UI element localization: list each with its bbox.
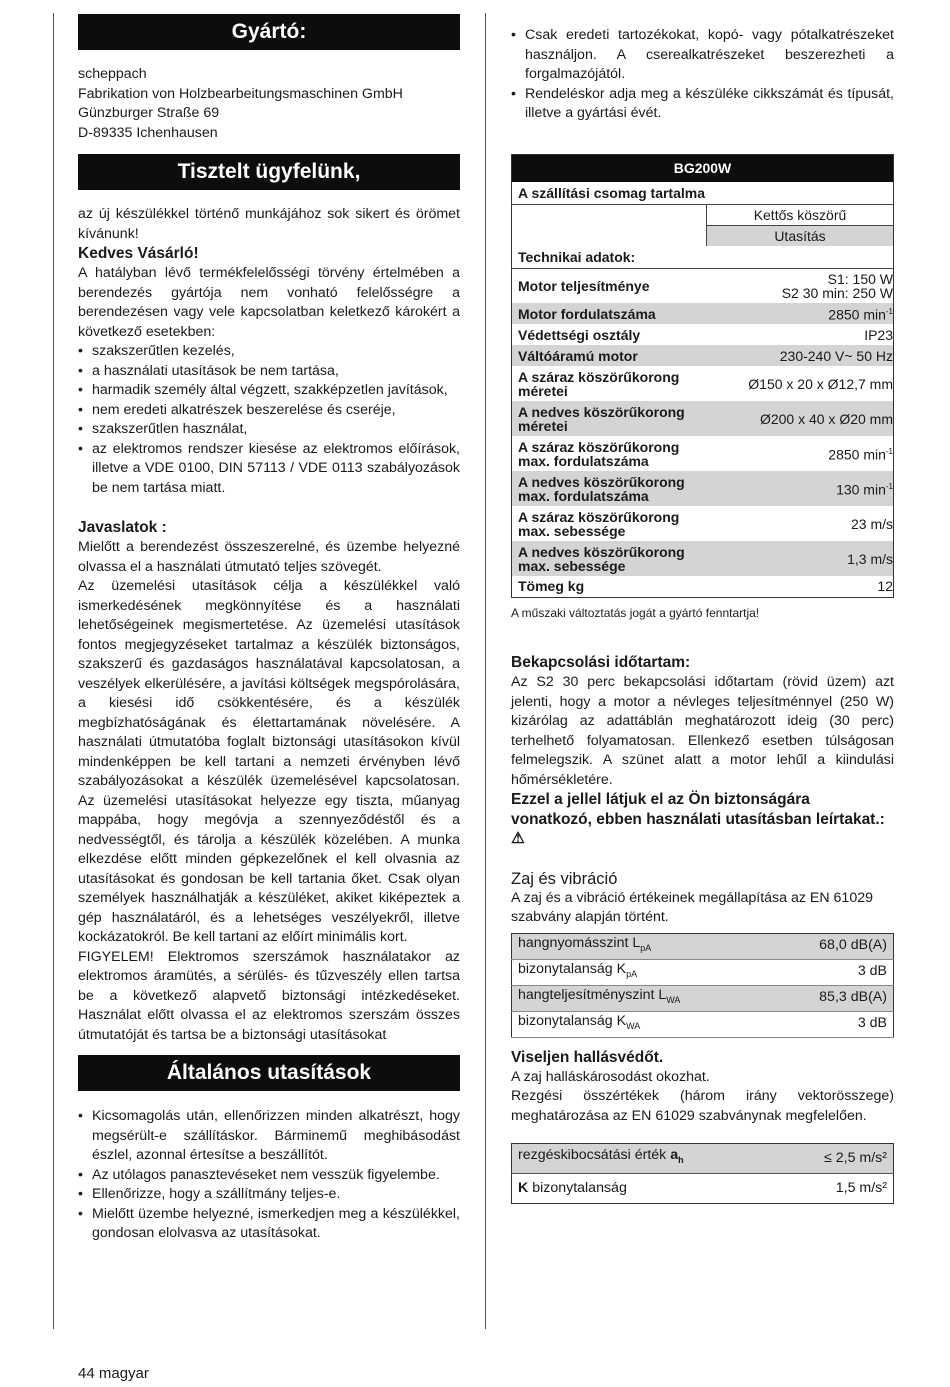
spec-value: [707, 471, 894, 506]
vibration-symbol-subscript: h: [678, 1155, 684, 1166]
hearing-title: Viseljen hallásvédőt.: [511, 1048, 664, 1066]
vibration-label: [512, 1174, 780, 1204]
spec-value-text: 2850 min: [828, 306, 886, 323]
spec-value-text: 1,3 m/s: [847, 550, 893, 567]
noise-row: [512, 933, 894, 959]
spec-note: A műszaki változtatás jogát a gyártó fenntartja!: [511, 605, 760, 620]
list-item: • harmadik személy által végzett, szakképzetlen javítások,: [78, 381, 460, 401]
list-item: • szakszerűtlen használat,: [78, 420, 460, 440]
spec-label: A nedves köszörűkorong méretei: [512, 401, 707, 436]
noise-label-text: bizonytalanság K: [518, 960, 627, 977]
vibration-row: [512, 1144, 894, 1174]
spec-label: Motor teljesítménye: [518, 277, 650, 294]
noise-label: [512, 933, 774, 959]
hearing-text-2: Rezgési összértékek (három irány vektorösszege) meghatározása az EN 61029 szabványnak megfelelően.: [511, 1088, 894, 1124]
page-footer: 44 magyar: [78, 1365, 149, 1382]
noise-row: [512, 985, 894, 1011]
vibration-table: [511, 1143, 894, 1204]
duty-text: Az S2 30 perc bekapcsolási időtartam (rövid üzem) azt jelenti, hogy a motor a névleges teljesítménnyel (250 W) kizárólag az adattáblán meghatározott ideig (30 perc) terhelhető folyamatosan. Ellenkező esetben túlságosan felmelegszik. A szünet alatt a motor lehűl a kiindulási hőmérsékletére.: [511, 674, 894, 788]
vibration-label: [512, 1144, 780, 1174]
list-item: • Rendeléskor adja meg a készüléke cikkszámát és típusát, illetve a gyártási évét.: [511, 85, 894, 124]
spec-label: A száraz köszörűkorong max. sebessége: [518, 508, 680, 539]
spec-value-unit-exponent: -1: [885, 482, 893, 492]
spec-table: [511, 154, 894, 598]
list-item: • Ellenőrizze, hogy a szállítmány teljes-e.: [78, 1185, 460, 1205]
spec-value-text: IP23: [864, 326, 893, 343]
list-item: • Mielőtt üzembe helyezné, ismerkedjen meg a készülékkel, gondosan elolvasva az utasításokat.: [78, 1205, 460, 1244]
spec-value-text: S1: 150 W: [827, 270, 893, 287]
manufacturer-line: Günzburger Straße 69: [78, 105, 220, 121]
general-list: [78, 1107, 460, 1244]
spec-value: [707, 506, 894, 541]
left-margin-rule: [53, 13, 54, 1329]
general-list-continued: [511, 26, 894, 124]
greeting-intro: az új készülékkel történő munkájához sok sikert és örömet kívánunk!: [78, 206, 460, 242]
general-title: Általános utasítások: [78, 1055, 460, 1091]
spec-value-text: Ø150 x 20 x Ø12,7 mm: [748, 375, 893, 392]
recommendations-title: Javaslatok :: [78, 519, 167, 536]
left-column: [78, 14, 460, 1244]
spec-label: A száraz köszörűkorong méretei: [518, 368, 680, 399]
spec-value-unit-exponent: -1: [885, 447, 893, 457]
duty-warning: Ezzel a jellel látjuk el az Ön biztonságára vonatkozó, ebben használati utasításban leírtakat.: ⚠: [511, 791, 885, 847]
list-item: • nem eredeti alkatrészek beszerelése és cseréje,: [78, 401, 460, 421]
list-item: • Csak eredeti tartozékokat, kopó- vagy pótalkatrészeket használjon. A cserealkatrészeket beszerezheti a forgalmazójától.: [511, 26, 894, 85]
spec-value-text: S2 30 min: 250 W: [781, 284, 893, 301]
manufacturer-line: Fabrikation von Holzbearbeitungsmaschinen GmbH: [78, 85, 403, 102]
recommendations-p2: Az üzemelési utasítások célja a készülékkel való ismerkedésének megkönnyítése és a használati lehetőségeinek megismertetése. Az üzemelési utasítások fontos megjegyzéseket tartalmaz a készülék biztonságos, szakszerű és gazdaságos használatával kapcsolatosan, a veszélyek elkerülésére, a javítási költségek megspórolására, a kiesési idő csökkentésére, és a készülék megbízhatóságának és élettartamának növelésére. A használati útmutatóba foglalt biztonsági utasításokon kívül mindenképpen be kell tartani a nemzeti érvényben lévő szabályozásokat a készülék üzemelésével kapcsolatosan. Az üzemelési utasításokat helyezze egy tiszta, műanyag mappába, hogy megóvja a szennyeződéstől és a nedvességtől, és tárolja a készülék közelében. A munka elkezdése előtt minden gépkezelőnek el kell olvasnia az utasításokat és gondosan be kell tartania őket. Csak olyan személyek használhatják a készüléket, akiket kiképeztek a gép használatáról, és a lehetséges veszélyekről, illetve kockázatokról. Be kell tartani az előírt minimális kort.: [78, 578, 460, 945]
center-rule: [485, 13, 486, 1329]
noise-label: [512, 1011, 774, 1037]
vibration-row: [512, 1174, 894, 1204]
spec-value: [707, 268, 894, 303]
spec-value: [707, 324, 894, 345]
greeting-title: Tisztelt ügyfelünk,: [78, 154, 460, 190]
spec-row: [512, 401, 894, 436]
noise-value: 3 dB: [773, 959, 893, 985]
manufacturer-line: scheppach: [78, 66, 147, 82]
noise-row: [512, 959, 894, 985]
noise-label-subscript: WA: [626, 1020, 641, 1031]
noise-value: 85,3 dB(A): [773, 985, 893, 1011]
list-item: • Kicsomagolás után, ellenőrizzen minden alkatrészt, hogy megsérült-e szállításkor. Bárminemű meghibásodást észlel, azonnal értesítse a beszállítót.: [78, 1107, 460, 1166]
spec-row: [512, 366, 894, 401]
greeting-subtitle: Kedves Vásárló!: [78, 245, 199, 262]
spec-value: [707, 366, 894, 401]
vibration-symbol: K: [518, 1179, 529, 1196]
list-item: • a használati utasítások be nem tartása,: [78, 362, 460, 382]
noise-title: Zaj és vibráció: [511, 869, 618, 888]
spec-row: [512, 268, 894, 303]
spec-label: Védettségi osztály: [518, 326, 641, 343]
manufacturer-title: Gyártó:: [78, 14, 460, 50]
hearing-text: A zaj halláskárosodást okozhat.: [511, 1068, 710, 1085]
spec-row: [512, 471, 894, 506]
spec-row: [512, 436, 894, 471]
delivery-item: Kettős köszörű: [707, 204, 894, 225]
delivery-item: Utasítás: [707, 225, 894, 246]
recommendations-p1: Mielőtt a berendezést összeszerelné, és üzembe helyezné olvassa el a használati útmutató teljes szövegét.: [78, 539, 460, 575]
vibration-value: ≤ 2,5 m/s²: [780, 1144, 894, 1174]
vibration-value: 1,5 m/s²: [835, 1179, 887, 1196]
noise-label-subscript: WA: [666, 994, 681, 1005]
spec-value-text: 230-240 V~ 50 Hz: [779, 347, 893, 364]
spec-value-text: 130 min: [836, 481, 886, 498]
right-column: [511, 26, 894, 1204]
noise-row: [512, 1011, 894, 1037]
spec-value-text: Ø200 x 40 x Ø20 mm: [759, 410, 893, 427]
spec-value: [707, 541, 894, 576]
vibration-label-text: bizonytalanság: [528, 1179, 627, 1196]
spec-label: A száraz köszörűkorong max. fordulatszáma: [518, 438, 680, 469]
spec-value-text: 23 m/s: [850, 515, 893, 532]
spec-label: Tömeg kg: [518, 578, 585, 595]
liability-list: [78, 342, 460, 498]
manufacturer-address: [78, 65, 460, 143]
manufacturer-line: D-89335 Ichenhausen: [78, 124, 218, 141]
spec-value: [707, 576, 894, 597]
vibration-label-text: rezgéskibocsátási érték: [518, 1147, 671, 1164]
delivery-label: A szállítási csomag tartalma: [512, 182, 894, 204]
spec-row: [512, 324, 894, 345]
recommendations-p3: FIGYELEM! Elektromos szerszámok használatakor az elektromos áramütés, a sérülés- és tűzveszély ellen tartsa be a következő alapvető biztonsági intézkedéseket. Használat előtt olvassa el az elektromos szerszám összes útmutatóját és tartsa be a biztonsági utasításokat: [78, 948, 460, 1043]
noise-value: 3 dB: [773, 1011, 893, 1037]
noise-label: [512, 959, 774, 985]
spec-label: Váltóáramú motor: [512, 345, 707, 366]
noise-label-text: hangteljesítményszint L: [518, 986, 667, 1003]
spec-value-text: 2850 min: [828, 446, 886, 463]
spec-value-unit-exponent: -1: [885, 307, 893, 317]
spec-row: [512, 506, 894, 541]
tech-label: Technikai adatok:: [512, 246, 894, 268]
duty-title: Bekapcsolási időtartam:: [511, 654, 691, 671]
noise-value: 68,0 dB(A): [773, 933, 893, 959]
noise-label-text: bizonytalanság K: [518, 1012, 627, 1029]
spec-value: [707, 345, 894, 366]
noise-label-subscript: pA: [640, 942, 652, 953]
list-item: • az elektromos rendszer kiesése az elektromos előírások, illetve a VDE 0100, DIN 57113 / VDE 0113 szabályozások be nem tartása miatt.: [78, 440, 460, 499]
spec-row: [512, 541, 894, 576]
list-item: • szakszerűtlen kezelés,: [78, 342, 460, 362]
vibration-symbol: a: [670, 1147, 679, 1164]
spec-label: A nedves köszörűkorong max. fordulatszáma: [512, 471, 707, 506]
list-item: • Az utólagos panasztevéseket nem vesszük figyelembe.: [78, 1166, 460, 1186]
noise-table: [511, 933, 894, 1038]
spec-row: [512, 576, 894, 597]
noise-intro: A zaj és a vibráció értékeinek megállapítása az EN 61029 szabvány alapján történt.: [511, 889, 873, 925]
spec-label: Motor fordulatszáma: [512, 303, 707, 324]
spec-label: A nedves köszörűkorong max. sebessége: [512, 541, 707, 576]
spec-value: [707, 303, 894, 324]
liability-text: A hatályban lévő termékfelelősségi törvény értelmében a berendezés gyártója nem vonható felelősségre a berendezésen vagy vele kapcsolatban keletkező károkért a következő esetekben:: [78, 265, 460, 340]
noise-label: [512, 985, 774, 1011]
spec-value: [707, 436, 894, 471]
spec-value: [707, 401, 894, 436]
spec-model: BG200W: [512, 154, 894, 182]
noise-label-text: hangnyomásszint L: [518, 934, 641, 951]
spec-value-text: 12: [877, 578, 893, 595]
spec-row: [512, 303, 894, 324]
spec-row: [512, 345, 894, 366]
noise-label-subscript: pA: [626, 968, 638, 979]
